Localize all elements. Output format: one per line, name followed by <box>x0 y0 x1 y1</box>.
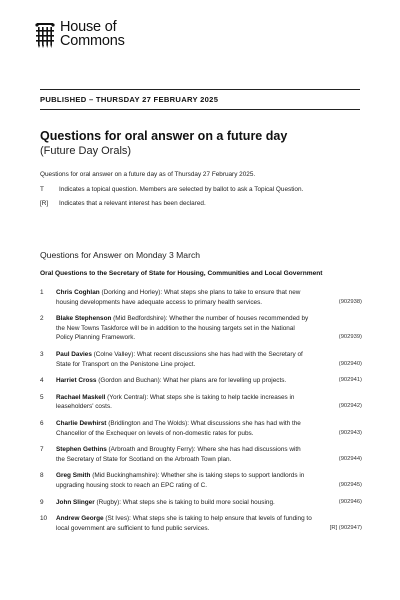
constituency: (Mid Bedfordshire): <box>111 315 168 323</box>
question-line: What steps she is taking to help tackle increases in <box>148 393 295 401</box>
question-number: 7 <box>40 446 44 454</box>
logo-text <box>60 20 125 48</box>
question-line: What discussions she has had with the <box>188 419 301 427</box>
question-text <box>56 350 362 369</box>
page-subtitle: (Future Day Orals) <box>40 145 132 157</box>
department-heading: Oral Questions to the Secretary of State for Housing, Communities and Local Government <box>40 270 323 277</box>
question-number: 8 <box>40 472 44 480</box>
question-text <box>56 514 362 533</box>
key-symbol: T <box>40 186 44 193</box>
member-name: Chris Coghlan <box>56 289 100 296</box>
member-name: Stephen Gethins <box>56 446 107 454</box>
key-symbol: [R] <box>40 200 49 207</box>
question-reference: (902938) <box>338 298 362 305</box>
question-line: What her plans are for levelling up projects. <box>161 377 287 385</box>
question-item <box>40 288 362 307</box>
bottom-rule <box>40 109 360 110</box>
constituency: (Rugby): <box>94 498 121 506</box>
question-reference: (902940) <box>338 360 362 367</box>
constituency: (St Ives): <box>103 515 131 523</box>
page-title: Questions for oral answer on a future day <box>40 129 288 143</box>
question-line: the Secretary of State for Scotland on the Arbroath Town plan. <box>56 455 232 463</box>
member-name: Rachael Maskell <box>56 393 106 401</box>
question-number: 3 <box>40 350 44 358</box>
question-line: local government are sufficient to fund public services. <box>56 524 210 532</box>
question-number: 2 <box>40 315 44 323</box>
section-heading: Questions for Answer on Monday 3 March <box>40 250 201 260</box>
question-line: Whether the number of houses recommended by <box>167 315 309 323</box>
question-text <box>56 471 362 490</box>
member-name: Blake Stephenson <box>56 315 112 323</box>
member-name: Harriet Cross <box>56 377 97 385</box>
question-text <box>56 314 362 343</box>
top-rule <box>40 89 360 90</box>
key-text: Indicates a topical question. Members are selected by ballot to ask a Topical Question. <box>59 186 304 193</box>
question-line: Chancellor of the Exchequer on levels of non-domestic rates for pubs. <box>56 429 254 437</box>
question-line: housing developments have adequate access to primary health services. <box>56 298 263 306</box>
published-date: PUBLISHED – THURSDAY 27 FEBRUARY 2025 <box>40 95 219 104</box>
question-item <box>40 314 362 343</box>
question-line: Policy Planning Framework. <box>56 334 136 342</box>
question-item <box>40 393 362 412</box>
question-line: upgrading housing stock to reach an EPC rating of C. <box>56 481 207 489</box>
logo-line-2: Commons <box>60 33 125 49</box>
constituency: (Dorking and Horley): <box>99 289 163 296</box>
question-reference: (902945) <box>338 481 362 488</box>
member-name: Andrew George <box>56 515 104 523</box>
question-line: What recent discussions she has had with the Secretary of <box>135 350 303 358</box>
question-reference: (902942) <box>338 403 362 410</box>
question-reference: [R] (902947) <box>329 524 362 531</box>
question-line: Whether she is taking steps to support landlords in <box>159 472 305 480</box>
question-number: 1 <box>40 289 44 296</box>
key-text: Indicates that a relevant interest has been declared. <box>59 200 206 207</box>
constituency: (Gordon and Buchan): <box>96 377 162 385</box>
constituency: (Bridlington and The Wolds): <box>106 419 189 427</box>
portcullis-icon <box>34 22 56 48</box>
question-text <box>56 376 362 386</box>
constituency: (Arbroath and Broughty Ferry): <box>106 446 196 454</box>
question-line: What steps she is taking to build more social housing. <box>120 498 275 506</box>
question-text <box>56 445 362 464</box>
question-number: 6 <box>40 419 44 427</box>
member-name: Paul Davies <box>56 350 92 358</box>
question-line: State for Transport on the Penistone Line project. <box>56 360 196 368</box>
member-name: John Slinger <box>56 498 95 506</box>
constituency: (Colne Valley): <box>91 350 136 358</box>
question-line: What steps she is taking to help ensure that levels of funding to <box>130 515 312 523</box>
question-text <box>56 393 362 412</box>
question-line: the New Towns Taskforce will be in addition to the housing targets set in the National <box>56 324 295 332</box>
constituency: (York Central): <box>105 393 149 401</box>
question-reference: (902943) <box>338 429 362 436</box>
question-number: 5 <box>40 393 44 401</box>
question-item <box>40 445 362 464</box>
member-name: Greg Smith <box>56 472 91 480</box>
question-item <box>40 350 362 369</box>
member-name: Charlie Dewhirst <box>56 419 107 427</box>
question-text <box>56 288 362 307</box>
question-reference: (902941) <box>338 377 362 384</box>
question-number: 9 <box>40 498 44 506</box>
intro-text: Questions for oral answer on a future day as of Thursday 27 February 2025. <box>40 171 256 178</box>
question-number: 10 <box>40 515 48 523</box>
question-line: leaseholders' costs. <box>56 403 112 411</box>
question-text <box>56 419 362 438</box>
question-text <box>56 498 362 508</box>
question-item <box>40 419 362 438</box>
house-of-commons-logo <box>34 20 125 48</box>
key-interest <box>40 200 206 207</box>
question-item <box>40 498 362 508</box>
question-line: Where she has had discussions with <box>195 446 301 454</box>
question-item <box>40 471 362 490</box>
logo-line-1: House of <box>60 19 117 35</box>
question-item <box>40 376 362 386</box>
question-reference: (902946) <box>338 498 362 505</box>
constituency: (Mid Buckinghamshire): <box>90 472 160 480</box>
question-item <box>40 514 362 533</box>
key-topical <box>40 186 303 193</box>
question-line: What steps she plans to take to ensure that new <box>162 289 301 296</box>
question-reference: (902939) <box>338 334 362 341</box>
question-reference: (902944) <box>338 455 362 462</box>
question-number: 4 <box>40 377 44 385</box>
question-list <box>40 288 362 533</box>
